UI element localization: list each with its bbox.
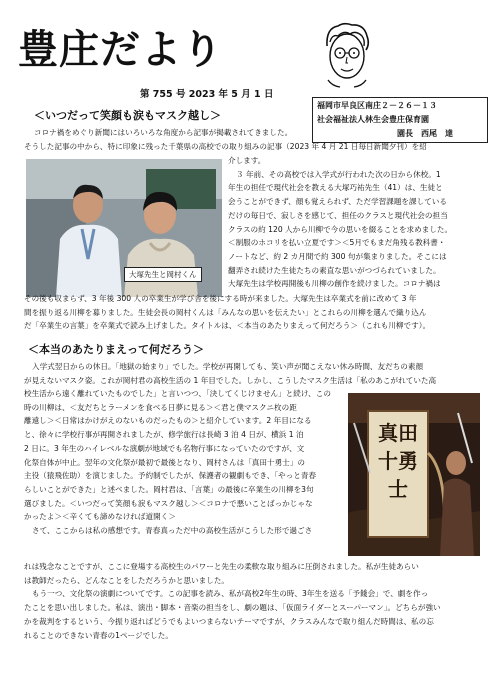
text-line: 化祭自体が中止。翌年の文化祭が最初で最後となり、岡村さんは「真田十勇士」の <box>24 457 305 467</box>
text-line: ＜制服のホコリを払い立夏です＞＜5月でもまだ角残る教科書・ <box>228 238 446 248</box>
banner-text: 真田十勇士 <box>378 421 418 501</box>
text-line: 間を振り返る川柳を募りました。生徒会長の岡村くんは「みんなの思いを伝えたい」とこれらの川柳を選んで織り込ん <box>24 307 427 317</box>
teacher-student-photo <box>26 159 222 297</box>
text-line: 会うことができず、顔も覚えられず、ただ学習課題を課している <box>228 197 447 207</box>
principal-name: 園長 西尾 達 <box>397 129 453 138</box>
text-line: クラスの約 120 人から川柳で今の思いを綴ることを求めました。 <box>228 224 453 234</box>
text-line: さて、ここからは私の感想です。青春真っただ中の高校生活がこうした形で過ごさ <box>32 526 313 536</box>
section2-closing <box>24 560 486 642</box>
text-line: だけの毎日で、寂しさを感じて、担任のクラスと現代社会の担当 <box>228 210 448 220</box>
text-line: れることのできない青春の1ページでした。 <box>24 630 173 640</box>
principal-portrait <box>318 20 376 88</box>
section2-heading: ＜本当のあたりまえって何だろう＞ <box>28 343 204 356</box>
section2-intro <box>24 360 486 387</box>
stage-play-photo <box>348 393 480 556</box>
text-line: かを裁判をするという、今振り返ればどうでもよいつまらないテーマですが、クラスみんなで取り組んだ時間は、私の忘 <box>24 616 434 626</box>
text-line: れは残念なことですが、ここに登場する高校生のパワーと先生の柔軟な取り組みに圧倒されました。私が生徒あらい <box>24 562 419 571</box>
text-line: 離遠し＞＜日常はかけがえのないものだったもの＞と紹介しています。2 年目になる <box>24 416 312 426</box>
address-line: 福岡市早良区南庄２－２６－１３ <box>317 101 437 110</box>
text-line: ノートなど、約 2 カ月間で約 300 句が集まりました。そこには <box>228 251 447 261</box>
issue-date: 第 755 号 2023 年 5 月 1 日 <box>140 89 274 100</box>
section1-intro <box>34 126 485 140</box>
text-line: かったよ＞＜辛くても諦めなければ道開く＞ <box>24 512 176 522</box>
text-line: 2 日に。3 年生のハイレベルな演劇が地域でも名物行事になっていたのですが、文 <box>24 443 305 453</box>
text-line: 翻弄され続けた生徒たちの素直な思いがつづられていました。 <box>228 265 441 275</box>
text-line: たことを思い出しました。私は、演出・脚本・音楽の担当をし、劇の題は、「仮面ライダーとスーパーマン」。どちらが強い <box>24 603 441 613</box>
text-line: 入学式翌日からの休日。「地獄の始まり」でした。学校が再開しても、笑い声が聞こえない休み時間、友だちの素顔 <box>32 362 424 371</box>
text-line: 大塚先生は学校再開後も川柳の創作を続けました。コロナ禍は <box>228 279 441 289</box>
text-line: コロナ禍をめぐり新聞にはいろいろな角度から記事が掲載されてきました。 <box>34 128 293 137</box>
section1-side-text <box>228 154 486 291</box>
text-line: 選びました。＜いつだって笑顔も涙もマスク越し＞＜コロナで悪いことばっかじゃな <box>24 498 313 508</box>
text-line: 主役（猿飛佐助）を演じました。予約制でしたが、保護者の観劇もでき、「やっと青春 <box>24 471 317 481</box>
text-line: が見えないマスク姿。これが岡村君の高校生活の 1 年目でした。しかし、こうしたマスク生活は「私のあこがれていた高 <box>24 375 437 385</box>
photo-caption: 大塚先生と岡村くん <box>124 267 202 282</box>
text-line: 時の川柳は、＜友だちとラーメンを食べる日夢に見る＞＜君と僕マスクニ枚の距 <box>24 402 297 412</box>
text-line: と、徐々に学校行事が再開されましたが、修学旅行は長崎 3 泊 4 日が、横浜 1 泊 <box>24 430 304 440</box>
section1-continuation <box>24 292 486 333</box>
text-line: 年生の担任で現代社会を教える大塚巧祐先生（41）は、生徒と <box>228 183 443 193</box>
section1-heading: ＜いつだって笑顔も涙もマスク越し＞ <box>34 109 221 122</box>
text-line: そうした記事の中から、特に印象に残った千葉県の高校での取り組みの記事（2023 年 4 月 21 日毎日新聞夕刊）を紹 <box>24 142 427 151</box>
text-line: その後も収まらず、3 年後 300 人の卒業生が学び舎を後にする時が来ました。大塚先生は卒業式を前に改めて 3 年 <box>24 294 417 303</box>
text-line: 介します。 <box>228 156 266 165</box>
section2-side-text <box>24 387 344 538</box>
text-line: らしいことができた」と述べました。岡村君は、「言葉」の最後に卒業生の川柳を3句 <box>24 484 314 494</box>
newsletter-title: 豊庄だより <box>18 27 223 73</box>
text-line: もう一つ、文化祭の演劇についてです。この記事を読み、私が高校2年生の時、3年生を送る「予餞会」で、劇を作っ <box>32 589 429 599</box>
text-line: 校生活から遠く離れていたものでした」と言いつつ、「決してくじけません」と続け、この <box>24 389 331 398</box>
organization-name: 社会福祉法人林生会豊庄保育園 <box>317 115 429 124</box>
text-line: は教師だったら、どんなことをしただろうかと思いました。 <box>24 575 230 585</box>
section1-intro-2 <box>24 140 485 154</box>
text-line: だ「卒業生の言葉」を卒業式で読み上げました。タイトルは、＜本当のあたりまえって何だろう＞（これも川柳です）。 <box>24 321 431 331</box>
text-line: ３ 年前、その高校では入学式が行われた次の日から休校。1 <box>236 169 441 179</box>
